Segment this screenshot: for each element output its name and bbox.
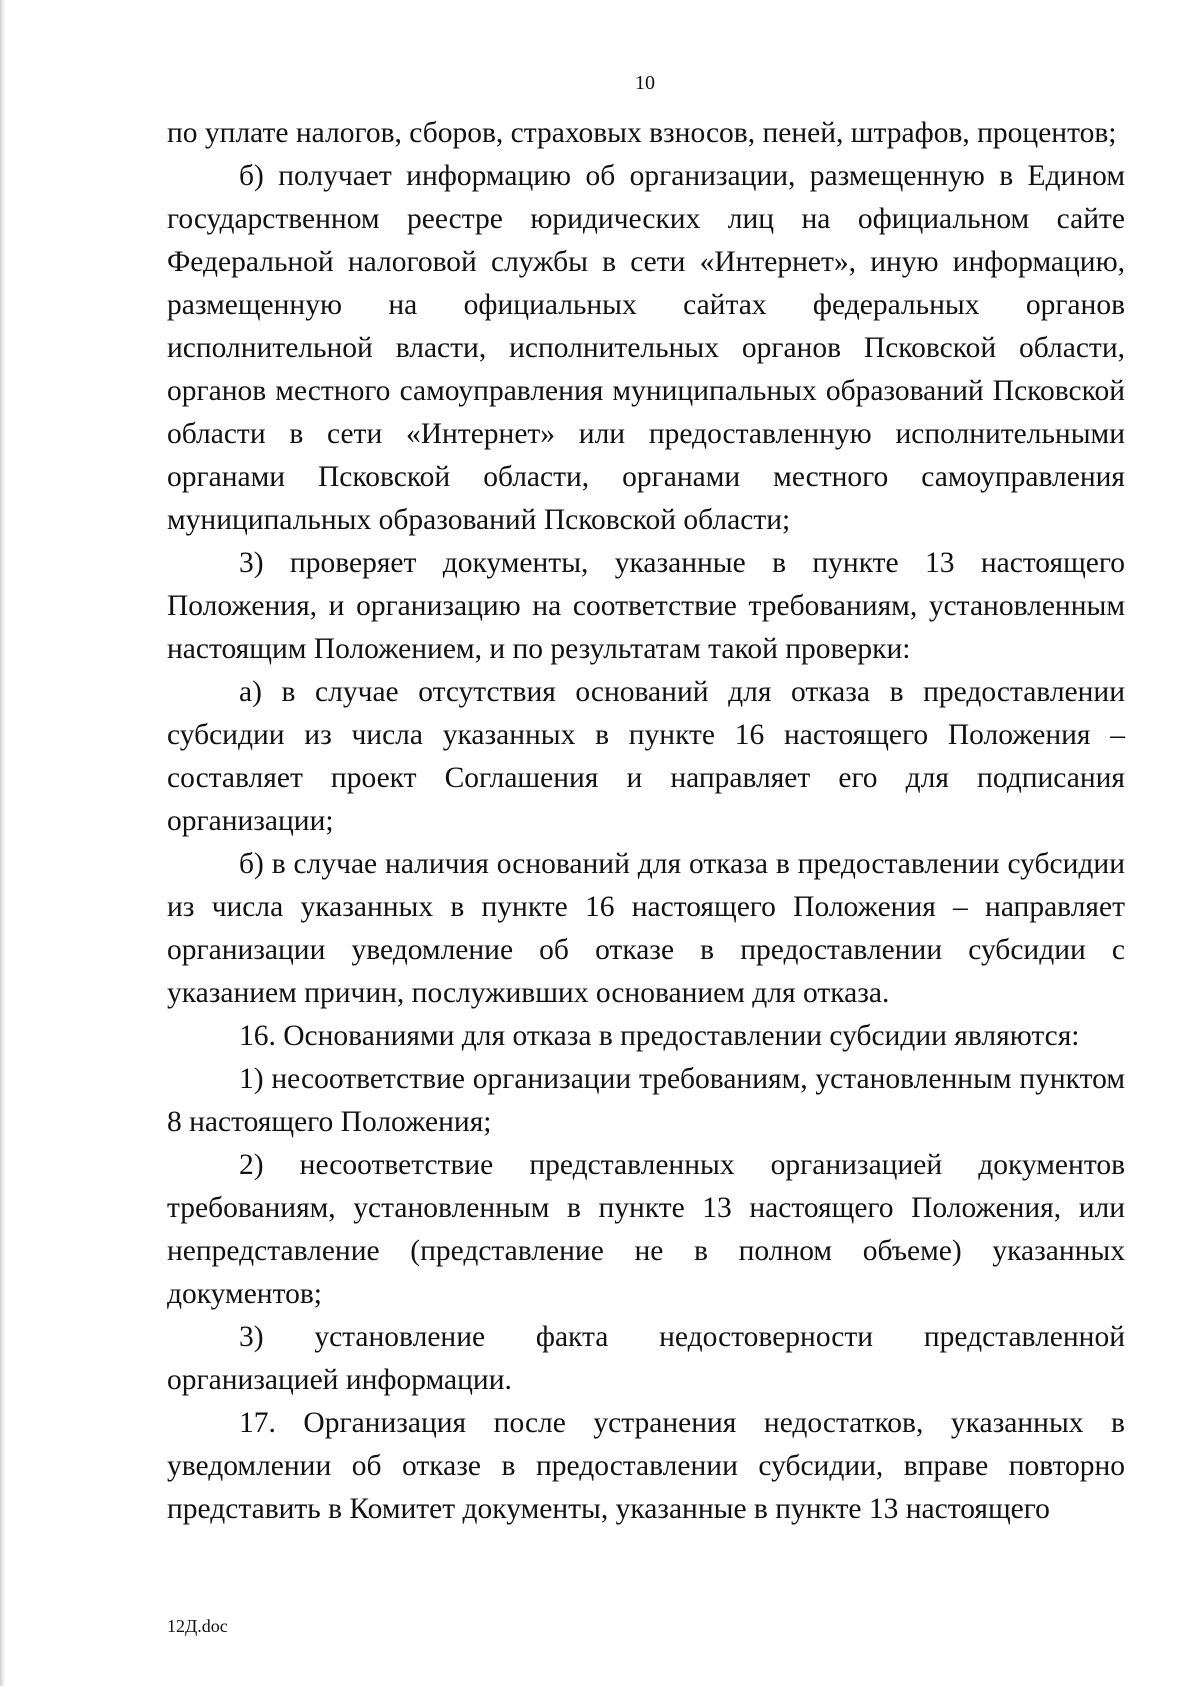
paragraph: 16. Основаниями для отказа в предоставлении субсидии являются:	[239, 1020, 1080, 1052]
paragraph: б) получает информацию об организации, размещенную в Едином государственном реестре юридических лиц на официальном сайте Федеральной налоговой службы в сети «Интернет», иную информацию, размещенную на официальных сайтах федеральных органов исполнительной власти, исполнительных органов Псковской области, органов местного самоуправления муниципальных образований Псковской области в сети «Интернет» или предоставленную исполнительными органами Псковской области, органами местного самоуправления муниципальных образований Псковской области;	[167, 160, 1125, 536]
document-body	[167, 112, 1125, 1531]
paragraph: 3) проверяет документы, указанные в пункте 13 настоящего Положения, и организацию на соответствие требованиям, установленным настоящим Положением, и по результатам такой проверки:	[167, 547, 1125, 665]
paragraph: 1) несоответствие организации требованиям, установленным пунктом 8 настоящего Положения;	[167, 1063, 1125, 1138]
paragraph: б) в случае наличия оснований для отказа в предоставлении субсидии из числа указанных в пункте 16 настоящего Положения – направляет организации уведомление об отказе в предоставлении субсидии с указанием причин, послуживших основанием для отказа.	[167, 848, 1125, 1009]
page-number: 10	[635, 72, 655, 94]
file-name-footer: 12Д.doc	[167, 1616, 228, 1636]
paragraph: по уплате налогов, сборов, страховых взносов, пеней, штрафов, процентов;	[167, 117, 1117, 149]
paragraph: 2) несоответствие представленных организацией документов требованиям, установленным в пункте 13 настоящего Положения, или непредставление (представление не в полном объеме) указанных документов;	[167, 1149, 1125, 1310]
paragraph: а) в случае отсутствия оснований для отказа в предоставлении субсидии из числа указанных в пункте 16 настоящего Положения – составляет проект Соглашения и направляет его для подписания организации;	[167, 676, 1125, 837]
scan-edge	[0, 0, 6, 1686]
paragraph: 3) установление факта недостоверности представленной организацией информации.	[167, 1321, 1125, 1396]
paragraph: 17. Организация после устранения недостатков, указанных в уведомлении об отказе в предоставлении субсидии, вправе повторно представить в Комитет документы, указанные в пункте 13 настоящего	[167, 1407, 1125, 1525]
